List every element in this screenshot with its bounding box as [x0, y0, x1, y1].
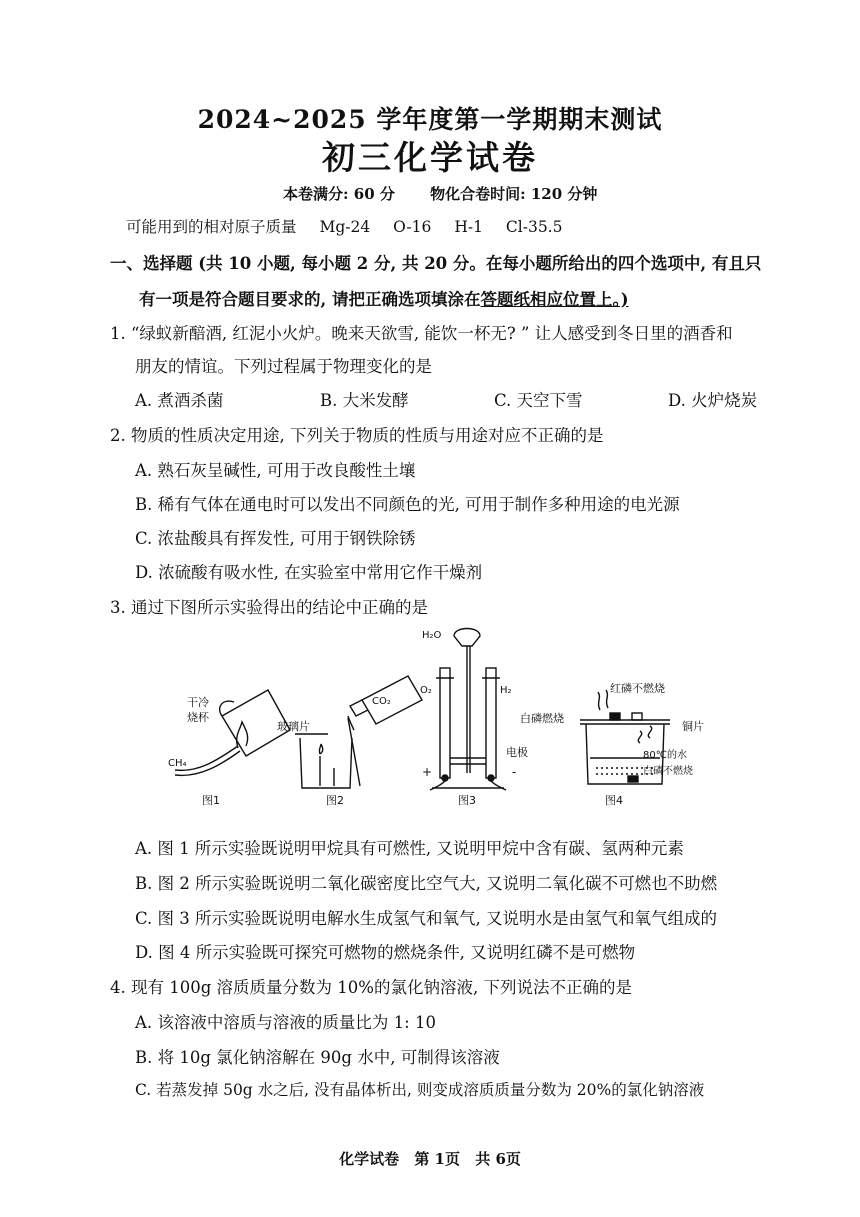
q3-option-d: D. 图 4 所示实验既可探究可燃物的燃烧条件, 又说明红磷不是可燃物	[135, 943, 636, 962]
q4-stem: 4. 现有 100g 溶质质量分数为 10%的氯化钠溶液, 下列说法不正确的是	[110, 978, 632, 997]
atomic-mass-label: 可能用到的相对原子质量	[126, 218, 297, 236]
atomic-mass-mg: Mg-24	[319, 218, 371, 236]
q4-option-c: C. 若蒸发掉 50g 水之后, 没有晶体析出, 则变成溶质质量分数为 20%的氯化钠溶液	[135, 1081, 705, 1099]
section-heading-line2	[139, 286, 629, 310]
fig4-label-white-under: 白磷不燃烧	[643, 766, 693, 777]
figure2-drawing	[295, 676, 422, 788]
q1-option-d: D. 火炉烧炭	[668, 391, 758, 410]
section-heading-line1: 一、选择题 (共 10 小题, 每小题 2 分, 共 20 分。在每小题所给出的四个选项中, 有且只	[110, 254, 762, 273]
exam-title: 2024~2025 学年度第一学期期末测试	[197, 105, 663, 134]
q3-option-b: B. 图 2 所示实验既说明二氧化碳密度比空气大, 又说明二氧化碳不可燃也不助燃	[135, 874, 718, 893]
fig3-label-plus: +	[422, 765, 433, 779]
fig2-caption: 图2	[326, 794, 344, 807]
fig1-label-cup1: 干冷	[187, 696, 209, 709]
q1-stem-line2: 朋友的情谊。下列过程属于物理变化的是	[135, 357, 432, 376]
fig3-label-minus: -	[512, 765, 517, 779]
q2-option-d: D. 浓硫酸有吸水性, 在实验室中常用它作干燥剂	[135, 563, 483, 582]
fig1-label-gas: CH₄	[168, 758, 187, 769]
atomic-mass-h: H-1	[454, 218, 483, 236]
q2-stem: 2. 物质的性质决定用途, 下列关于物质的性质与用途对应不正确的是	[110, 426, 604, 445]
atomic-mass-o: O-16	[393, 218, 432, 236]
full-score: 本卷满分: 60 分	[283, 185, 395, 203]
fig2-label-glass: 玻璃片	[277, 720, 310, 733]
footer-total-pages: 共 6页	[475, 1150, 521, 1168]
q1-stem-line1: 1. “绿蚁新醅酒, 红泥小火炉。晚来天欲雪, 能饮一杯无? ” 让人感受到冬日里的酒香和	[110, 324, 733, 343]
experiment-figures	[150, 618, 710, 813]
exam-subtitle: 初三化学试卷	[322, 138, 538, 177]
fig4-caption: 图4	[605, 794, 623, 807]
fig2-label-gas: CO₂	[372, 696, 391, 707]
q3-option-c: C. 图 3 所示实验既说明电解水生成氢气和氧气, 又说明水是由氢气和氧气组成的	[135, 909, 718, 928]
q4-option-b: B. 将 10g 氯化钠溶解在 90g 水中, 可制得该溶液	[135, 1048, 500, 1067]
q2-option-b: B. 稀有气体在通电时可以发出不同颜色的光, 可用于制作多种用途的电光源	[135, 495, 680, 514]
fig4-label-white: 白磷燃烧	[520, 712, 564, 725]
fig3-caption: 图3	[458, 794, 476, 807]
fig1-caption: 图1	[202, 794, 220, 807]
footer-page-number: 第 1页	[414, 1150, 460, 1168]
fig3-label-o2: O₂	[420, 685, 432, 696]
fig4-label-red: 红磷不燃烧	[610, 682, 665, 695]
fig1-label-cup2: 烧杯	[187, 711, 209, 724]
footer-subject: 化学试卷	[339, 1150, 400, 1168]
exam-info	[283, 183, 627, 204]
fig4-label-water: 80℃的水	[643, 750, 687, 761]
q1-option-a: A. 煮酒杀菌	[135, 391, 224, 410]
section-heading-text: 有一项是符合题目要求的, 请把正确选项填涂在	[139, 290, 481, 309]
fig3-label-electrode: 电极	[506, 746, 528, 759]
q1-option-c: C. 天空下雪	[494, 391, 583, 410]
q3-stem: 3. 通过下图所示实验得出的结论中正确的是	[110, 598, 428, 617]
q1-option-b: B. 大米发酵	[320, 391, 409, 410]
fig3-label-h2: H₂	[500, 685, 512, 696]
atomic-mass-cl: Cl-35.5	[505, 218, 563, 236]
q2-option-a: A. 熟石灰呈碱性, 可用于改良酸性土壤	[135, 461, 416, 480]
fig4-label-copper: 铜片	[682, 720, 704, 733]
page-footer	[0, 1148, 860, 1169]
atomic-masses	[126, 215, 562, 237]
q4-option-a: A. 该溶液中溶质与溶液的质量比为 1: 10	[135, 1013, 436, 1032]
exam-time: 物化合卷时间: 120 分钟	[430, 185, 598, 203]
q3-option-a: A. 图 1 所示实验既说明甲烷具有可燃性, 又说明甲烷中含有碳、氢两种元素	[135, 839, 684, 858]
answer-sheet-underline: 答题纸相应位置上。)	[480, 290, 629, 309]
figure3-drawing	[430, 629, 506, 791]
q2-option-c: C. 浓盐酸具有挥发性, 可用于钢铁除锈	[135, 529, 416, 548]
fig3-label-water: H₂O	[422, 630, 442, 641]
